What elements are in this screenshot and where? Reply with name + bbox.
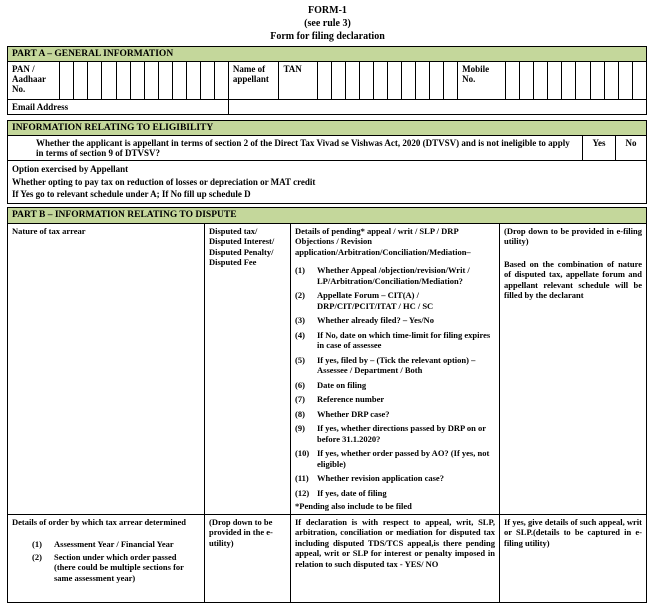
- eligibility-question: Whether the applicant is appellant in terms of section 2 of the Direct Tax Vivad se Vishwas Act, 2020 (DTVSV) and is not ineligible to apply in terms of section 9 of DTVSV?: [8, 136, 583, 161]
- eligibility-heading: INFORMATION RELATING TO ELIGIBILITY: [8, 121, 647, 136]
- tan-digit-cell[interactable]: [345, 62, 359, 100]
- dropdown-utility-note: (Drop down to be provided in the e-utility): [205, 514, 291, 602]
- eligibility-no[interactable]: No: [616, 136, 647, 161]
- part-a-table: [7, 46, 647, 115]
- mobile-digit-cell[interactable]: [604, 62, 618, 100]
- eligibility-table: [7, 120, 647, 204]
- list-item: (1) Assessment Year / Financial Year: [32, 539, 174, 549]
- pan-digit-cell[interactable]: [144, 62, 158, 100]
- list-item: (11) Whether revision application case?: [295, 473, 444, 483]
- list-item: (9) If yes, whether directions passed by DRP on or before 31.1.2020?: [295, 423, 486, 444]
- pan-digit-cell[interactable]: [158, 62, 172, 100]
- dropdown-note: (Drop down to be provided in e-filing utility): [504, 225, 642, 246]
- list-item: (3) Whether already filed? – Yes/No: [295, 315, 434, 325]
- mobile-digit-cell[interactable]: [548, 62, 562, 100]
- list-item: (4) If No, date on which time-limit for filing expires in case of assessee: [295, 329, 491, 350]
- option-label: Option exercised by Appellant: [12, 164, 129, 174]
- pending-title: Details of pending* appeal / writ / SLP / DRP Objections / Revision application/Arbitration/Conciliation/Mediation–: [295, 225, 471, 257]
- slp-details: If yes, give details of such appeal, writ or SLP.(details to be captured in e-filing utility): [500, 514, 647, 602]
- option-question: Whether opting to pay tax on reduction of losses or depreciation or MAT credit: [12, 176, 316, 187]
- form-header: [0, 0, 655, 43]
- pan-label: PAN / Aadhaar No.: [8, 62, 60, 100]
- option-block: [8, 161, 647, 204]
- list-item: (8) Whether DRP case?: [295, 408, 390, 419]
- tan-digit-cell[interactable]: [359, 62, 373, 100]
- pan-digit-cell[interactable]: [130, 62, 144, 100]
- tan-digit-cell[interactable]: [444, 62, 458, 100]
- tan-label: TAN: [279, 62, 317, 100]
- mobile-digit-cell[interactable]: [576, 62, 590, 100]
- name-label: Name of appellant: [228, 62, 279, 100]
- tan-digit-cell[interactable]: [317, 62, 331, 100]
- mobile-digit-cell[interactable]: [618, 62, 632, 100]
- list-item: (7) Reference number: [295, 394, 385, 404]
- form-subtitle: Form for filing declaration: [270, 31, 385, 42]
- list-item: (5) If yes, filed by – (Tick the relevant option) – Assessee / Department / Both: [295, 354, 476, 375]
- form-title: FORM-1: [308, 5, 347, 16]
- tan-digit-cell[interactable]: [416, 62, 430, 100]
- email-label: Email Address: [8, 100, 229, 115]
- list-item: (6) Date on filing: [295, 379, 367, 390]
- dropdown-info: [500, 223, 647, 514]
- order-list: [12, 539, 200, 583]
- mobile-digit-cell[interactable]: [632, 62, 646, 100]
- pending-list: [295, 265, 495, 498]
- combination-note: Based on the combination of nature of disputed tax, appellate forum and appellant relevant schedule will be filled by the declarant: [504, 258, 642, 300]
- pan-digit-cell[interactable]: [186, 62, 200, 100]
- pending-note: *Pending also include to be filed: [295, 501, 412, 511]
- tan-digit-cell[interactable]: [331, 62, 345, 100]
- nature-of-tax-arrear: Nature of tax arrear: [8, 223, 205, 514]
- pan-digit-cell[interactable]: [214, 62, 228, 100]
- mobile-label: Mobile No.: [458, 62, 506, 100]
- order-details: [8, 514, 205, 602]
- tan-digit-cell[interactable]: [430, 62, 444, 100]
- list-item: (2) Section under which order passed (there could be multiple sections for same assessment year): [32, 551, 184, 583]
- part-a-heading: PART A – GENERAL INFORMATION: [8, 47, 647, 62]
- list-item: (1) Whether Appeal /objection/revision/Writ / LP/Arbitration/Conciliation/Mediation?: [295, 265, 470, 286]
- mobile-digit-cell[interactable]: [590, 62, 604, 100]
- pending-details: [291, 223, 500, 514]
- order-title: Details of order by which tax arrear determined: [12, 516, 186, 527]
- tan-digit-cell[interactable]: [401, 62, 415, 100]
- pan-digit-cell[interactable]: [116, 62, 130, 100]
- option-note: If Yes go to relevant schedule under A; If No fill up schedule D: [12, 189, 251, 199]
- pan-digit-cell[interactable]: [60, 62, 74, 100]
- list-item: (12) If yes, date of filing: [295, 487, 387, 498]
- pan-digit-cell[interactable]: [200, 62, 214, 100]
- mobile-digit-cell[interactable]: [520, 62, 534, 100]
- disputed-tax-label: Disputed tax/ Disputed Interest/ Disputed Penalty/ Disputed Fee: [205, 223, 291, 514]
- eligibility-yes[interactable]: Yes: [583, 136, 616, 161]
- mobile-digit-cell[interactable]: [562, 62, 576, 100]
- form-rule: (see rule 3): [304, 18, 351, 29]
- pan-digit-cell[interactable]: [74, 62, 88, 100]
- pan-digit-cell[interactable]: [102, 62, 116, 100]
- list-item: (10) If yes, whether order passed by AO? (If yes, not eligible): [295, 448, 490, 469]
- mobile-digit-cell[interactable]: [506, 62, 520, 100]
- pan-digit-cell[interactable]: [172, 62, 186, 100]
- part-b-heading: PART B – INFORMATION RELATING TO DISPUTE: [8, 208, 647, 224]
- part-b-table: [7, 207, 647, 603]
- pan-digit-cell[interactable]: [88, 62, 102, 100]
- tan-digit-cell[interactable]: [387, 62, 401, 100]
- email-field[interactable]: [228, 100, 646, 115]
- tan-digit-cell[interactable]: [373, 62, 387, 100]
- list-item: (2) Appellate Forum – CIT(A) / DRP/CIT/PCIT/ITAT / HC / SC: [295, 290, 434, 311]
- declaration-question: If declaration is with respect to appeal, writ, SLP, arbitration, conciliation or mediation for disputed tax including disputed TDS/TCS appeal,is there pending appeal, writ or SLP for interest or penalty imposed in relation to such disputed tax - YES/ NO: [291, 514, 500, 602]
- mobile-digit-cell[interactable]: [534, 62, 548, 100]
